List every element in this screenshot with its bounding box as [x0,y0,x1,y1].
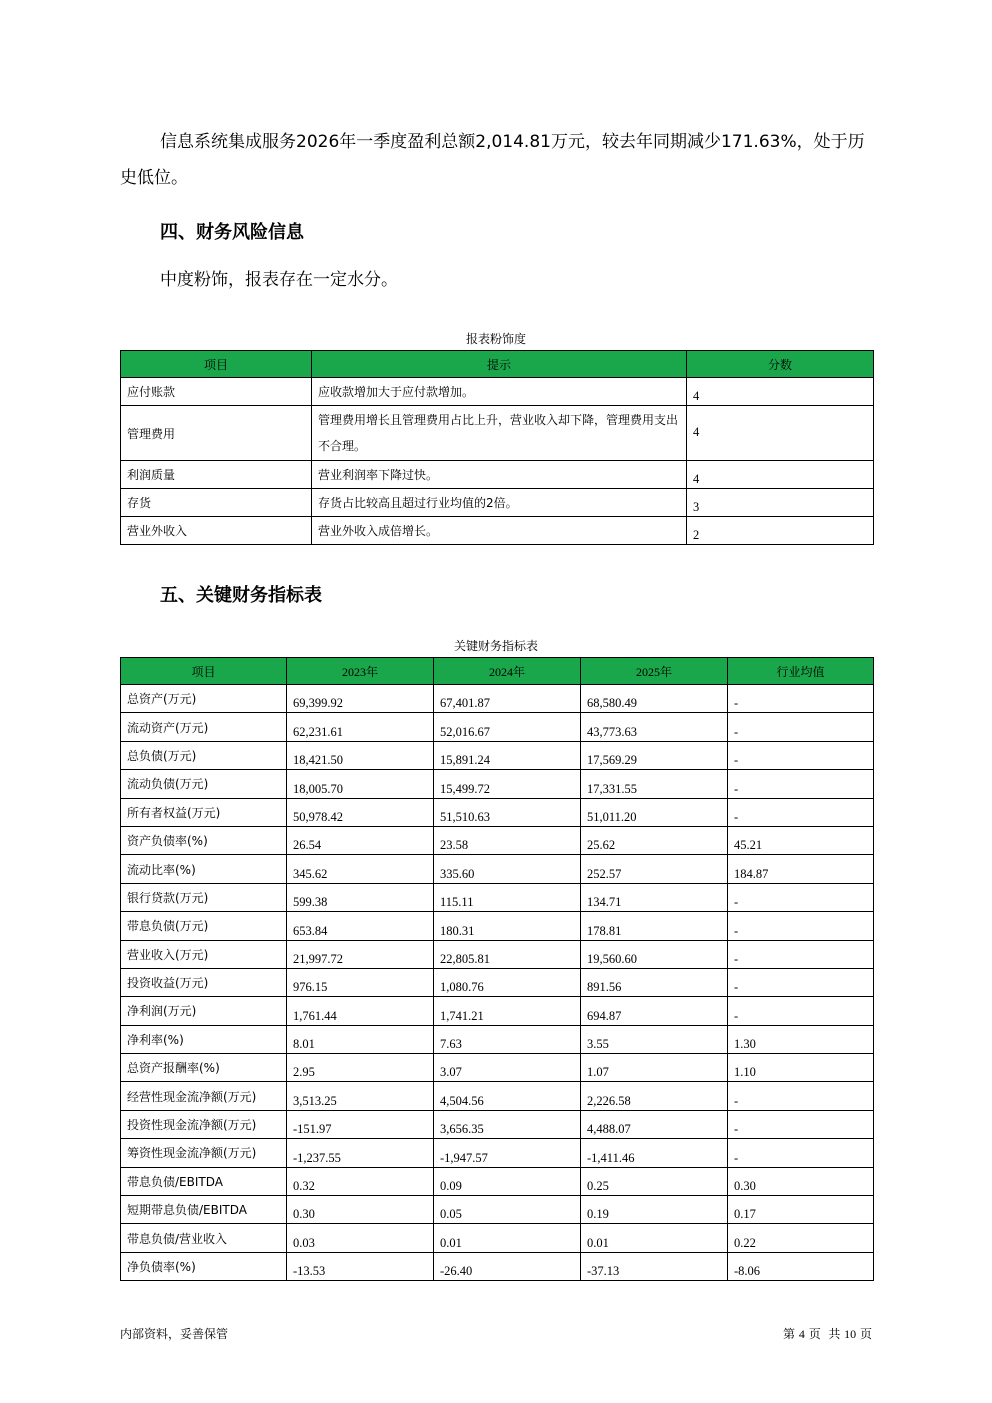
kpi-industry-avg: - [728,1082,874,1110]
page-mid: 页 共 [808,1327,841,1341]
section-5-heading: 五、关键财务指标表 [160,585,322,606]
kpi-value-2025: 0.19 [581,1196,728,1224]
kpi-value-2024: 23.58 [434,826,581,854]
kpi-value-2024: 180.31 [434,912,581,940]
kpi-value-2025: 3.55 [581,1025,728,1053]
kpi-value-2024: 67,401.87 [434,685,581,713]
table-row [121,713,874,741]
kpi-value-2025: 4,488.07 [581,1110,728,1138]
kpi-value-2023: 18,005.70 [287,770,434,798]
section-4-heading: 四、财务风险信息 [160,222,304,243]
kpi-value-2023: 653.84 [287,912,434,940]
kpi-value-2023: -151.97 [287,1110,434,1138]
kpi-value-2025: 17,331.55 [581,770,728,798]
table-row [121,1110,874,1138]
kpi-industry-avg: - [728,741,874,769]
kpi-item: 经营性现金流净额(万元) [121,1082,287,1110]
risk-score: 2 [687,517,874,545]
table-row [121,489,874,517]
risk-table [120,350,874,545]
kpi-industry-avg: 184.87 [728,855,874,883]
kpi-value-2023: 18,421.50 [287,741,434,769]
kpi-item: 银行贷款(万元) [121,883,287,911]
kpi-item: 总负债(万元) [121,741,287,769]
risk-score: 3 [687,489,874,517]
page-suffix: 页 [859,1327,872,1341]
kpi-value-2024: 7.63 [434,1025,581,1053]
table-row [121,798,874,826]
kpi-industry-avg: 0.22 [728,1224,874,1252]
kpi-header-2025: 2025年 [581,658,728,685]
risk-table-header [121,351,874,378]
kpi-value-2024: 51,510.63 [434,798,581,826]
kpi-industry-avg: - [728,685,874,713]
kpi-item: 营业收入(万元) [121,940,287,968]
kpi-value-2025: 0.01 [581,1224,728,1252]
table-row [121,826,874,854]
kpi-value-2025: 252.57 [581,855,728,883]
kpi-industry-avg: 45.21 [728,826,874,854]
kpi-industry-avg: - [728,713,874,741]
kpi-value-2023: 0.03 [287,1224,434,1252]
kpi-item: 总资产报酬率(%) [121,1054,287,1082]
kpi-value-2023: 2.95 [287,1054,434,1082]
kpi-item: 流动比率(%) [121,855,287,883]
kpi-table-caption: 关键财务指标表 [453,639,538,653]
table-row [121,1196,874,1224]
intro-paragraph: 信息系统集成服务2026年一季度盈利总额2,014.81万元，较去年同期减少171.63%，处于历史低位。 [120,132,865,188]
risk-score: 4 [687,461,874,489]
kpi-item: 筹资性现金流净额(万元) [121,1139,287,1167]
kpi-item: 流动资产(万元) [121,713,287,741]
risk-hint: 营业外收入成倍增长。 [312,517,687,545]
kpi-value-2025: 134.71 [581,883,728,911]
kpi-industry-avg: - [728,997,874,1025]
kpi-industry-avg: - [728,912,874,940]
kpi-industry-avg: - [728,798,874,826]
page-current: 4 [798,1327,805,1341]
kpi-value-2023: 69,399.92 [287,685,434,713]
kpi-value-2025: 25.62 [581,826,728,854]
kpi-item: 投资性现金流净额(万元) [121,1110,287,1138]
table-row [121,770,874,798]
kpi-value-2025: 2,226.58 [581,1082,728,1110]
risk-score: 4 [687,406,874,461]
page-total: 10 [844,1327,857,1341]
table-row [121,406,874,461]
kpi-value-2023: 1,761.44 [287,997,434,1025]
kpi-value-2025: -1,411.46 [581,1139,728,1167]
table-row [121,378,874,406]
table-row [121,1082,874,1110]
table-row [121,1224,874,1252]
table-row [121,1054,874,1082]
footer-page-number [783,1325,872,1342]
kpi-industry-avg: 0.30 [728,1167,874,1195]
kpi-value-2025: 1.07 [581,1054,728,1082]
kpi-value-2025: 17,569.29 [581,741,728,769]
kpi-value-2024: 0.01 [434,1224,581,1252]
kpi-value-2025: 0.25 [581,1167,728,1195]
risk-hint: 管理费用增长且管理费用占比上升，营业收入却下降，管理费用支出不合理。 [312,406,687,461]
table-row [121,1167,874,1195]
risk-hint: 存货占比较高且超过行业均值的2倍。 [312,489,687,517]
risk-summary: 中度粉饰，报表存在一定水分。 [160,270,398,290]
kpi-industry-avg: 1.30 [728,1025,874,1053]
kpi-item: 投资收益(万元) [121,968,287,996]
risk-item: 应付账款 [121,378,312,406]
kpi-value-2023: 3,513.25 [287,1082,434,1110]
risk-header-hint: 提示 [312,351,687,378]
kpi-item: 带息负债(万元) [121,912,287,940]
kpi-industry-avg: - [728,1110,874,1138]
kpi-value-2025: 178.81 [581,912,728,940]
kpi-value-2024: -26.40 [434,1252,581,1280]
kpi-value-2024: 0.05 [434,1196,581,1224]
table-row [121,855,874,883]
kpi-header-2023: 2023年 [287,658,434,685]
table-row [121,1139,874,1167]
kpi-table [120,657,874,1281]
kpi-value-2024: 52,016.67 [434,713,581,741]
page-prefix: 第 [783,1327,796,1341]
risk-item: 营业外收入 [121,517,312,545]
kpi-item: 净负债率(%) [121,1252,287,1280]
table-row [121,997,874,1025]
risk-hint: 应收款增加大于应付款增加。 [312,378,687,406]
kpi-value-2023: 50,978.42 [287,798,434,826]
kpi-industry-avg: -8.06 [728,1252,874,1280]
risk-header-item: 项目 [121,351,312,378]
table-row [121,968,874,996]
risk-item: 利润质量 [121,461,312,489]
kpi-value-2024: -1,947.57 [434,1139,581,1167]
kpi-value-2024: 3,656.35 [434,1110,581,1138]
kpi-industry-avg: - [728,940,874,968]
kpi-value-2023: 599.38 [287,883,434,911]
kpi-header-item: 项目 [121,658,287,685]
kpi-value-2024: 0.09 [434,1167,581,1195]
kpi-item: 短期带息负债/EBITDA [121,1196,287,1224]
kpi-header-2024: 2024年 [434,658,581,685]
kpi-value-2024: 22,805.81 [434,940,581,968]
kpi-value-2024: 115.11 [434,883,581,911]
kpi-value-2025: 43,773.63 [581,713,728,741]
kpi-value-2025: 19,560.60 [581,940,728,968]
table-row [121,912,874,940]
risk-hint: 营业利润率下降过快。 [312,461,687,489]
kpi-value-2024: 1,080.76 [434,968,581,996]
risk-score: 4 [687,378,874,406]
kpi-item: 净利润(万元) [121,997,287,1025]
kpi-header-industry-avg: 行业均值 [728,658,874,685]
kpi-industry-avg: - [728,1139,874,1167]
table-row [121,685,874,713]
table-row [121,940,874,968]
kpi-value-2024: 15,499.72 [434,770,581,798]
kpi-industry-avg: - [728,883,874,911]
table-row [121,1252,874,1280]
kpi-value-2025: 51,011.20 [581,798,728,826]
kpi-value-2025: -37.13 [581,1252,728,1280]
kpi-item: 总资产(万元) [121,685,287,713]
kpi-value-2024: 4,504.56 [434,1082,581,1110]
kpi-value-2023: 345.62 [287,855,434,883]
kpi-industry-avg: - [728,968,874,996]
risk-table-caption: 报表粉饰度 [465,332,526,346]
risk-item: 管理费用 [121,406,312,461]
kpi-value-2025: 68,580.49 [581,685,728,713]
kpi-value-2024: 3.07 [434,1054,581,1082]
table-row [121,741,874,769]
kpi-value-2023: 0.30 [287,1196,434,1224]
table-row [121,1025,874,1053]
kpi-value-2024: 15,891.24 [434,741,581,769]
kpi-value-2023: 0.32 [287,1167,434,1195]
kpi-item: 资产负债率(%) [121,826,287,854]
kpi-value-2023: 8.01 [287,1025,434,1053]
kpi-industry-avg: 0.17 [728,1196,874,1224]
kpi-item: 净利率(%) [121,1025,287,1053]
kpi-item: 流动负债(万元) [121,770,287,798]
table-row [121,517,874,545]
footer-confidential-note: 内部资料，妥善保管 [120,1327,229,1341]
kpi-item: 所有者权益(万元) [121,798,287,826]
kpi-value-2024: 1,741.21 [434,997,581,1025]
kpi-value-2023: 26.54 [287,826,434,854]
risk-header-score: 分数 [687,351,874,378]
kpi-value-2023: 62,231.61 [287,713,434,741]
kpi-value-2023: -13.53 [287,1252,434,1280]
kpi-value-2023: -1,237.55 [287,1139,434,1167]
table-row [121,883,874,911]
kpi-item: 带息负债/EBITDA [121,1167,287,1195]
kpi-value-2025: 891.56 [581,968,728,996]
kpi-industry-avg: 1.10 [728,1054,874,1082]
kpi-value-2025: 694.87 [581,997,728,1025]
kpi-item: 带息负债/营业收入 [121,1224,287,1252]
table-row [121,461,874,489]
kpi-table-header [121,658,874,685]
risk-item: 存货 [121,489,312,517]
kpi-value-2024: 335.60 [434,855,581,883]
kpi-value-2023: 976.15 [287,968,434,996]
kpi-industry-avg: - [728,770,874,798]
kpi-value-2023: 21,997.72 [287,940,434,968]
